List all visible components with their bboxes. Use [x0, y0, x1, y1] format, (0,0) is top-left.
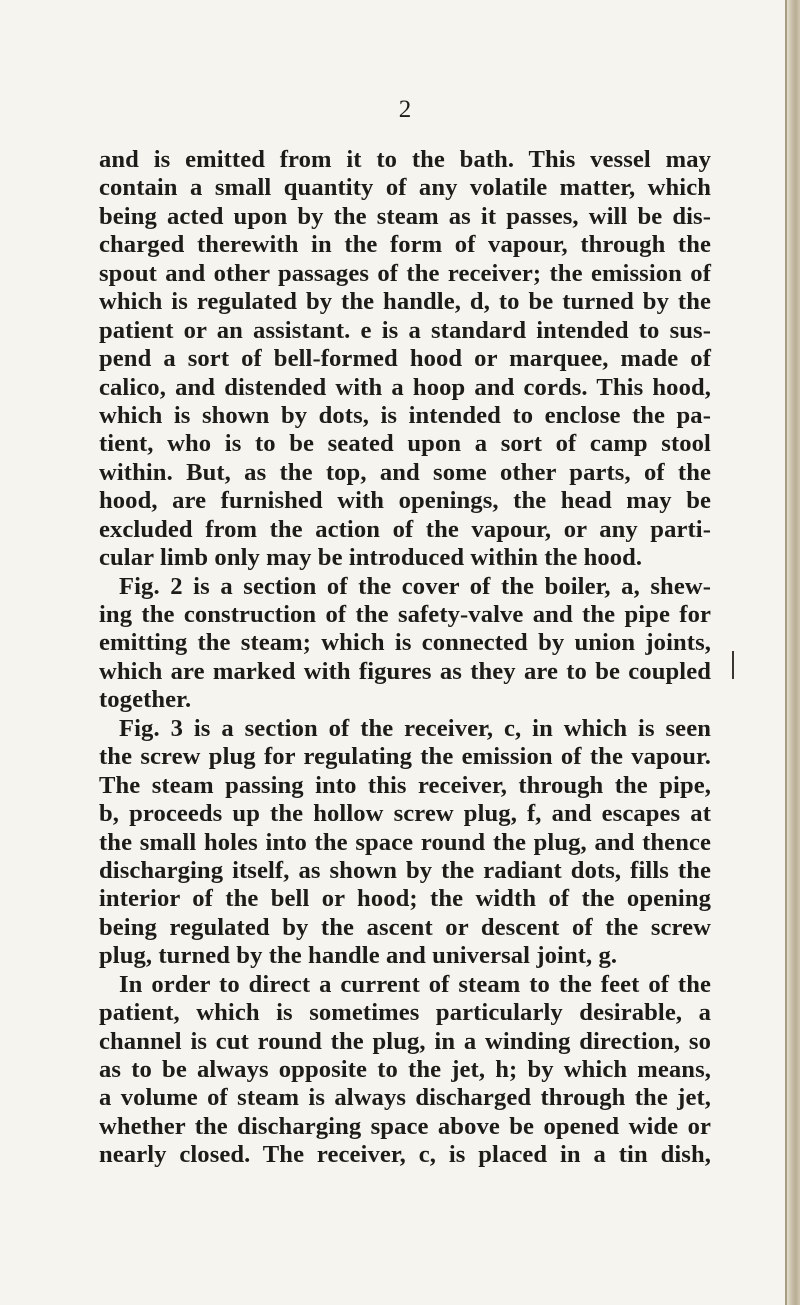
text-line: together. — [99, 686, 192, 714]
text-line: and is emitted from it to the bath. This vessel may — [99, 146, 711, 173]
text-line: cular limb only may be introduced within the hood. — [99, 544, 643, 572]
text-line: being regulated by the ascent or descent of the screw — [99, 913, 711, 941]
text-line: within. But, as the top, and some other parts, of the — [99, 458, 711, 486]
text-line: plug, turned by the handle and universal joint, g. — [99, 942, 618, 970]
text-line: whether the discharging space above be opened wide or — [99, 1112, 711, 1140]
text-line: pend a sort of bell-formed hood or marquee, made of — [99, 345, 711, 373]
page-number: 2 — [398, 96, 412, 123]
text-line: Fig. 2 is a section of the cover of the boiler, a, shew- — [119, 572, 711, 600]
text-line: patient, which is sometimes particularly desirable, a — [99, 999, 711, 1027]
text-line: hood, are furnished with openings, the head may be — [99, 487, 711, 515]
text-line: Fig. 3 is a section of the receiver, c, in which is seen — [119, 714, 711, 742]
text-line: calico, and distended with a hoop and cords. This hood, — [99, 373, 711, 401]
text-line: nearly closed. The receiver, c, is placed in a tin dish, — [99, 1141, 711, 1169]
text-line: ing the construction of the safety-valve and the pipe for — [99, 601, 711, 628]
text-line: which is shown by dots, is intended to enclose the pa- — [99, 401, 711, 429]
text-line: tient, who is to be seated upon a sort of camp stool — [99, 430, 711, 458]
text-line: which is regulated by the handle, d, to be turned by the — [99, 288, 711, 316]
text-line: emitting the steam; which is connected by union joints, — [99, 629, 711, 657]
text-line: interior of the bell or hood; the width of the opening — [99, 885, 711, 913]
text-line: being acted upon by the steam as it passes, will be dis- — [99, 202, 711, 230]
text-line: b, proceeds up the hollow screw plug, f, and escapes at — [99, 800, 711, 828]
text-line: the screw plug for regulating the emission of the vapour. — [99, 743, 711, 771]
text-line: excluded from the action of the vapour, or any parti- — [99, 515, 711, 543]
text-line: spout and other passages of the receiver; the emission of — [99, 259, 711, 287]
text-line: as to be always opposite to the jet, h; by which means, — [99, 1056, 711, 1083]
text-line: channel is cut round the plug, in a winding direction, so — [99, 1027, 711, 1055]
text-line: a volume of steam is always discharged through the jet, — [99, 1084, 711, 1112]
text-line: The steam passing into this receiver, through the pipe, — [99, 771, 711, 799]
page-right-edge-shadow — [786, 0, 800, 1305]
text-line: contain a small quantity of any volatile matter, which — [99, 174, 711, 202]
text-line: charged therewith in the form of vapour, through the — [99, 231, 711, 259]
body-text — [99, 146, 711, 1170]
margin-mark — [732, 651, 734, 679]
text-line: patient or an assistant. e is a standard intended to sus- — [99, 316, 711, 344]
page-binding-line — [785, 0, 787, 1305]
text-line: the small holes into the space round the plug, and thence — [99, 828, 711, 856]
text-line: In order to direct a current of steam to the feet of the — [119, 970, 711, 998]
text-line: discharging itself, as shown by the radiant dots, fills the — [99, 856, 711, 884]
text-line: which are marked with figures as they are to be coupled — [99, 657, 711, 685]
